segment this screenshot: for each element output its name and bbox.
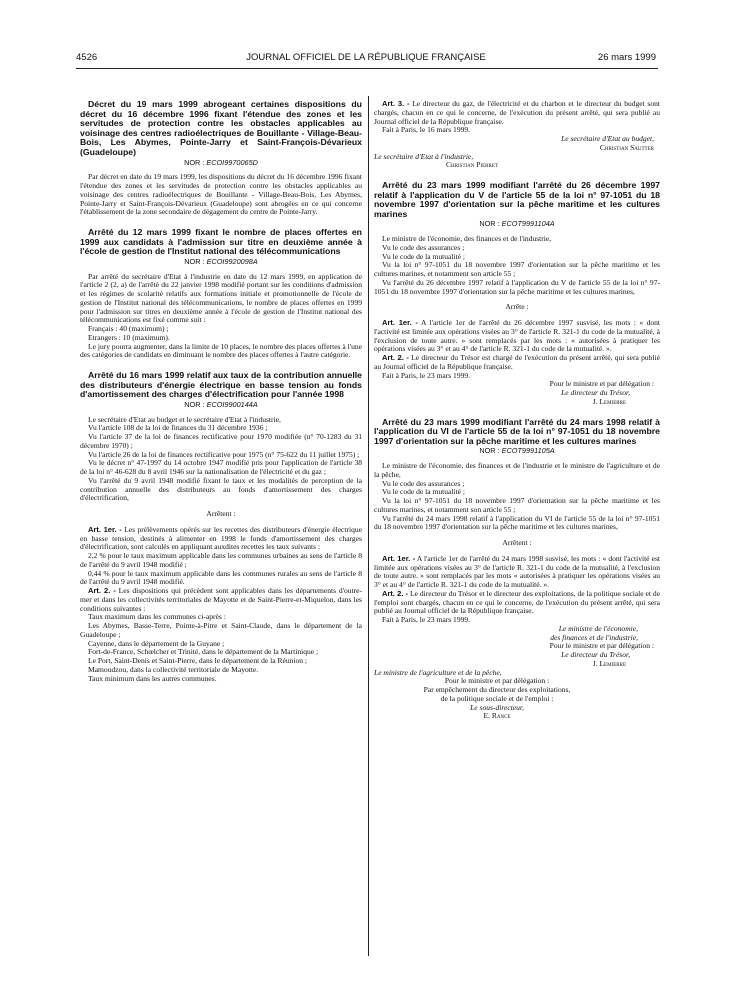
signatory-role: Le sous-directeur, (470, 702, 524, 712)
signatory-name: J. Lemierre (592, 658, 626, 668)
paragraph: Vu le code de la mutualité ; (382, 487, 465, 497)
article-1: Art. 1er. - A l'article 1er de l'arrêté du 26 décembre 1997 susvisé, les mots : « dont l'activité est limitée aux opérations visées au 3° de l'article R. 321-1 du code de la mutualité, à l'exclusion de toute autre. » sont remplacés par les mots : « autorisées à pratiquer les opérations visées au 3° et au 4° de l'article R. 321-1 du code de la mutualité. ». (374, 318, 660, 354)
article-2: Art. 2. - Les dispositions qui précèdent sont applicables dans les départements d'outre-mer et dans les collectivités territoriales de Mayotte et de Saint-Pierre-et-Miquelon, dans les conditions suivantes : (80, 586, 362, 613)
paragraph: Vu le décret n° 47-1997 du 14 octobre 1947 modifié pris pour l'application de l'article 38 de la loi n° 46-628 du 8 avril 1946 sur la nationalisation de l'électricité et du gaz ; (80, 458, 362, 477)
issue-date: 26 mars 1999 (597, 52, 656, 63)
list-item: Cayenne, dans le département de la Guyane ; (88, 638, 225, 648)
signatory-role: Le ministre de l'agriculture et de la pêche, (374, 667, 502, 677)
paragraph: Vu la loi n° 97-1051 du 18 novembre 1997 d'orientation sur la pêche maritime et les cultures marines, et notamment son article 55 ; (374, 496, 660, 514)
nor-reference: NOR : ECOI9900144A (184, 399, 258, 409)
signatory-role: Le secrétaire d'Etat à l'industrie, (374, 151, 474, 161)
article-1: Art. 1er. - A l'article 1er de l'arrêté du 24 mars 1998 susvisé, les mots : « dont l'activité est limitée aux opérations visées au 3° de l'article R. 321-1 du code de la mutualité, à l'exclusion de toute autre. » sont remplacés par les mots « autorisées à pratiquer les opérations visées au 3° et au 4° de l'article R. 321-1 du code de la mutualité. ». (374, 553, 660, 590)
signatory-role: Le ministre de l'économie, (558, 623, 638, 633)
list-item: Fort-de-France, Schœlcher et Trinité, dans le département de la Martinique ; (88, 647, 319, 657)
signature-line: Pour le ministre et par délégation : (549, 641, 654, 651)
rate-item: 2,2 % pour le taux maximum applicable dans les communes urbaines au sens de l'article 8 de l'arrêté du 9 avril 1948 modifié ; (80, 551, 362, 569)
article-3: Art. 3. - Le directeur du gaz, de l'électricité et du charbon et le directeur du budget sont chargés, chacun en ce qui le concerne, de l'exécution du présent arrêté, qui sera publié au Journal officiel de la République française. (374, 99, 660, 126)
arretent-label: Arrêtent : (206, 509, 236, 519)
signatory-role: des finances et de l'industrie, (550, 632, 638, 642)
left-column (80, 100, 362, 683)
decree-title: Arrêté du 23 mars 1999 modifiant l'arrêté du 26 décembre 1997 relatif à l'application du V de l'article 55 de la loi n° 97-1051 du 18 novembre 1997 d'orientation sur la pêche maritime et les cultures marines (374, 180, 660, 219)
nor-reference: NOR : ECOT9991104A (479, 219, 555, 229)
nor-reference: NOR : ECOI9920098A (184, 256, 258, 266)
decree-5 (374, 418, 660, 722)
decree-4 (374, 181, 660, 407)
paragraph: Vu le code des assurances ; (382, 242, 465, 252)
signatory-role: Le directeur du Trésor, (561, 650, 630, 660)
arrete-label: Arrête : (505, 302, 529, 312)
paragraph: Vu la loi n° 97-1051 du 18 novembre 1997 d'orientation sur la pêche maritime et les cultures marines, et notamment son article 55 ; (374, 260, 660, 279)
decree-2 (80, 228, 362, 360)
decree-3-continued (374, 100, 660, 170)
signatory-role: Le directeur du Trésor, (561, 388, 630, 398)
fait-a-paris: Fait à Paris, le 23 mars 1999. (382, 615, 471, 625)
paragraph: Vu l'article 26 de la loi de finances rectificative pour 1975 (n° 75-622 du 11 juillet 1975) ; (88, 449, 360, 459)
paragraph: Vu l'article 37 de la loi de finances rectificative pour 1970 modifiée (n° 70-1283 du 31 décembre 1970) ; (80, 432, 362, 450)
paragraph: Le ministre de l'économie, des finances et de l'industrie, (382, 234, 552, 244)
signatory-role: Le secrétaire d'Etat au budget, (561, 134, 654, 143)
paragraph: Le jury pourra augmenter, dans la limite de 10 places, le nombre des places offertes à l'une des catégories de candidats en diminuant le nombre des places offertes à l'autre catégorie. (80, 341, 362, 360)
paragraph: Vu le code des assurances ; (382, 478, 465, 488)
signatory-name: Christian Sautter (599, 142, 654, 152)
paragraph: Le ministre de l'économie, des finances et de l'industrie et le ministre de l'agriculture et de la pêche, (374, 461, 660, 479)
signature-line: Pour le ministre et par délégation : (549, 379, 654, 389)
article-2: Art. 2. - Le directeur du Trésor est chargé de l'exécution du présent arrêté, qui sera publié au Journal officiel de la République française. (374, 353, 660, 371)
paragraph: Vu l'article 108 de la loi de finances du 31 décembre 1936 ; (88, 423, 268, 433)
list-item: Le Port, Saint-Denis et Saint-Pierre, dans le département de la Réunion ; (88, 656, 308, 666)
paragraph: Par arrêté du secrétaire d'Etat à l'industrie en date du 12 mars 1999, en application de l'article 2 (2, a) de l'arrêté du 22 janvier 1998 modifié portant sur les conditions d'admission et les régimes de scolarité relatifs aux formations initiale et promotionnelle de l'école de gestion de l'Institut national des télécommunications, le nombre de places offertes en 1999 pour l'admission sur titres en deuxième année à l'école de gestion de l'Institut national des télécommunications est fixé comme suit : (80, 271, 362, 325)
signatory-name: E. Rance (483, 711, 511, 721)
page-header (76, 52, 656, 66)
signature-line: Pour le ministre et par délégation : (444, 676, 550, 686)
column-separator (368, 96, 369, 956)
right-column (374, 100, 660, 721)
arretent-label: Arrêtent : (502, 538, 532, 548)
list-item: Français : 40 (maximum) ; (88, 324, 169, 334)
rate-item: 0,44 % pour le taux maximum applicable dans les communes rurales au sens de l'article 8 de l'arrêté du 9 avril 1948 modifié. (80, 568, 362, 587)
nor-reference: NOR : ECOI9970065D (184, 157, 258, 167)
decree-1 (80, 100, 362, 217)
signature-line: de la politique sociale et de l'emploi : (440, 693, 554, 703)
paragraph: Vu l'arrêté du 24 mars 1998 relatif à l'application du VI de l'article 55 de la loi n° 97-1051 du 18 novembre 1997 d'orientation sur la pêche maritime et les cultures marines, (374, 513, 660, 532)
list-item: Mamoudzou, dans la collectivité territoriale de Mayotte. (88, 664, 259, 674)
signatory-name: J. Lemierre (592, 396, 626, 406)
decree-title: Arrêté du 12 mars 1999 fixant le nombre de places offertes en 1999 aux candidats à l'admission sur titre en deuxième année à l'école de gestion de l'Institut national des télécommunications (80, 227, 362, 257)
decree-title: Arrêté du 23 mars 1999 modifiant l'arrêté du 24 mars 1998 relatif à l'application du VI de l'article 55 de la loi n° 97-1051 du 18 novembre 1997 d'orientation sur la pêche maritime et les cultures marines (374, 416, 660, 446)
page-number: 4526 (76, 52, 98, 63)
list-item: Taux minimum dans les autres communes. (88, 673, 217, 683)
nor-reference: NOR : ECOT9991105A (479, 446, 555, 456)
paragraph: Vu l'arrêté du 26 décembre 1997 relatif à l'application du V de l'article 55 de la loi n° 97-1051 du 18 novembre 1997 d'orientation sur la pêche maritime et les cultures marines, (374, 277, 660, 296)
decree-title: Décret du 19 mars 1999 abrogeant certaines dispositions du décret du 16 décembre 1996 fixant l'étendue des zones et les servitudes de protection contre les obstacles applicables au voisinage des centres radioélectriques de Bouillante - Village-Beau-Bois, Les Abymes, Pointe-Jarry et Saint-François-Dévarieux (Guadeloupe) (80, 99, 362, 157)
decree-3 (80, 371, 362, 683)
paragraph: Par décret en date du 19 mars 1999, les dispositions du décret du 16 décembre 1996 fixant l'étendue des zones et les servitudes de protection contre les obstacles applicables au voisinage des centres radioélectriques de Bouillante - Village-Beau-Bois, Les Abymes, Pointe-Jarry et Saint-François-Dévarieux (Guadeloupe) sont abrogées en ce qui concerne l'établissement de la zone secondaire de dégagement du centre de Pointe-Jarry. (80, 172, 362, 217)
decree-title: Arrêté du 16 mars 1999 relatif aux taux de la contribution annuelle des distributeurs d'énergie électrique en basse tension au fonds d'amortissement des charges d'électrification pour l'année 1998 (80, 370, 362, 400)
article-1: Art. 1er. - Les prélèvements opérés sur les recettes des distributeurs d'énergie électrique en basse tension, destinés à alimenter en 1998 le fonds d'amortissement des charges d'électrification, sont calculés en appliquant auxdites recettes les taux suivants : (80, 524, 362, 552)
signatory-name: Christian Pierret (446, 160, 498, 170)
list-item: Les Abymes, Basse-Terre, Pointe-à-Pitre et Saint-Claude, dans le département de la Guadeloupe ; (80, 621, 362, 639)
list-item: Etrangers : 10 (maximum). (88, 332, 170, 342)
list-item: Taux maximum dans les communes ci-après : (88, 612, 226, 622)
signature-line: Par empêchement du directeur des exploitations, (423, 685, 571, 695)
header-rule (76, 68, 658, 69)
paragraph: Vu l'arrêté du 9 avril 1948 modifié fixant le taux et les modalités de perception de la contribution annuelle des distributeurs au fonds d'amortissement des charges d'électrification, (80, 475, 362, 503)
fait-a-paris: Fait à Paris, le 23 mars 1999. (382, 370, 471, 380)
article-2: Art. 2. - Le directeur du Trésor et le directeur des exploitations, de la politique sociale et de l'emploi sont chargés, chacun en ce qui le concerne, de l'exécution du présent arrêté, qui sera publié au Journal officiel de la République française. (374, 588, 660, 616)
paragraph: Vu le code de la mutualité ; (382, 251, 465, 261)
paragraph: Le secrétaire d'Etat au budget et le secrétaire d'Etat à l'industrie, (88, 414, 281, 424)
fait-a-paris: Fait à Paris, le 16 mars 1999. (382, 125, 471, 135)
journal-title: JOURNAL OFFICIEL DE LA RÉPUBLIQUE FRANÇAISE (246, 52, 486, 63)
